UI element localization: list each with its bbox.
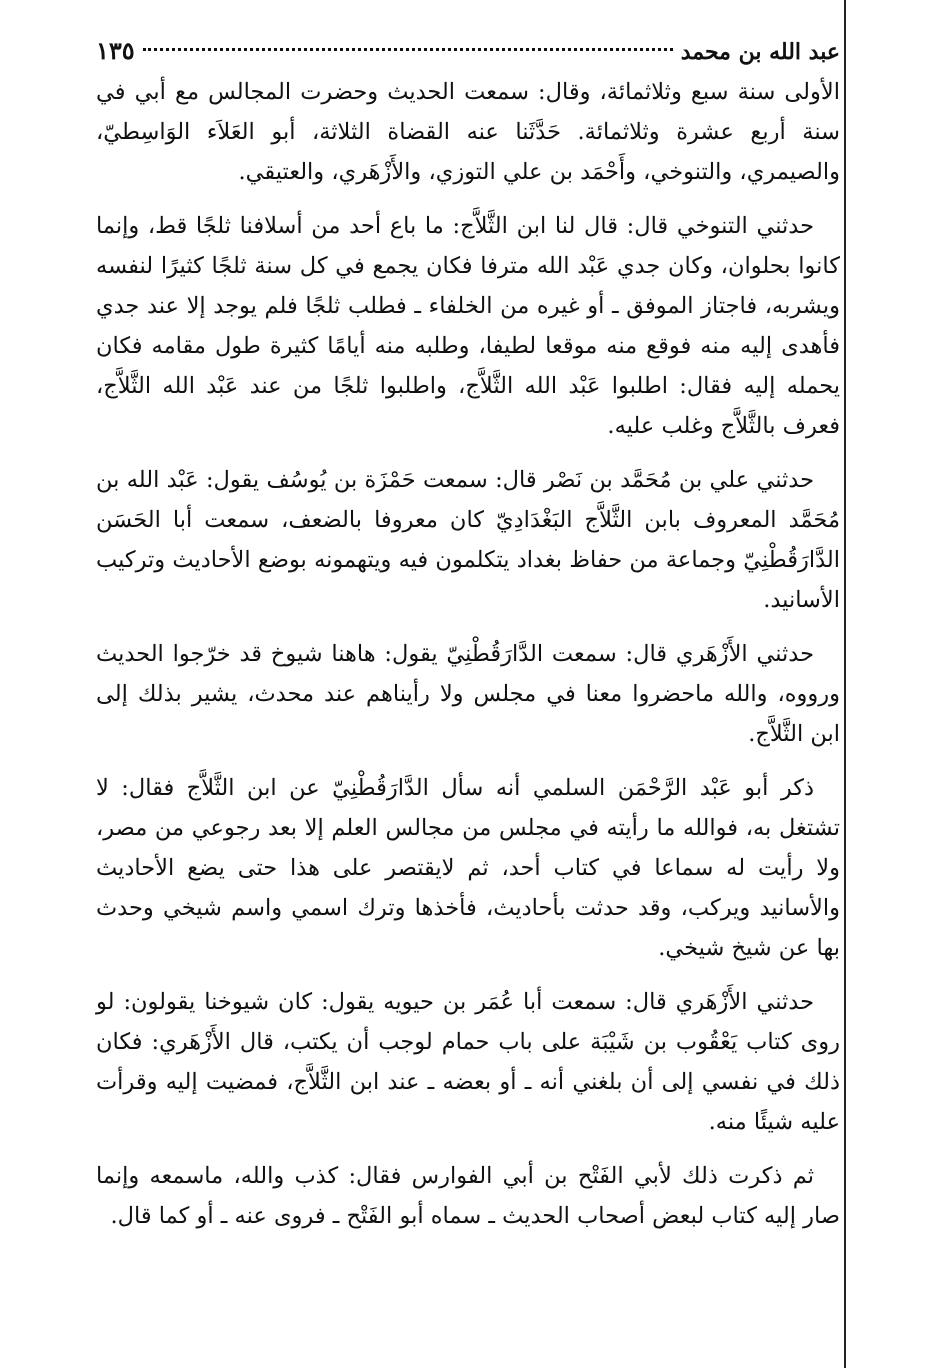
paragraph-6: حدثني الأَزْهَري قال: سمعت أبا عُمَر بن حيويه يقول: كان شيوخنا يقولون: لو روى كتاب يَعْقُوب بن شَيْبَة على باب حمام لوجب أن يكتب، قال الأَزْهَري: فكان ذلك في نفسي إلى أن بلغني أنه ـ أو بعضه ـ عند ابن الثَّلاَّج، فمضيت إليه وقرأت عليه شيئًا منه.	[96, 989, 840, 1135]
paragraph-3: حدثني علي بن مُحَمَّد بن نَصْر قال: سمعت حَمْزَة بن يُوسُف يقول: عَبْد الله بن مُحَمَّد المعروف بابن الثَّلاَّج البَغْدَادِيّ كان معروفا بالضعف، سمعت أبا الحَسَن الدَّارَقُطْنِيّ وجماعة من حفاظ بغداد يتكلمون فيه ويتهمونه بوضع الأحاديث وتركيب الأسانيد.	[96, 467, 840, 613]
header-title: عبد الله بن محمد	[680, 39, 840, 65]
page-edge-line	[844, 0, 846, 1368]
header-leader-dots	[143, 48, 673, 51]
running-header	[96, 30, 840, 72]
paragraph-7: ثم ذكرت ذلك لأبي الفَتْح بن أبي الفوارس فقال: كذب والله، ماسمعه وإنما صار إليه كتاب لبعض أصحاب الحديث ـ سماه أبو الفَتْح ـ فروى عنه ـ أو كما قال.	[96, 1163, 840, 1229]
paragraph-4: حدثني الأَزْهَري قال: سمعت الدَّارَقُطْنِيّ يقول: هاهنا شيوخ قد خرّجوا الحديث ورووه، والله ماحضروا معنا في مجلس ولا رأيناهم عند محدث، يشير بذلك إلى ابن الثَّلاَّج.	[96, 641, 840, 747]
page-number: ١٣٥	[96, 36, 135, 65]
paragraph-1: الأولى سنة سبع وثلاثمائة، وقال: سمعت الحديث وحضرت المجالس مع أبي في سنة أربع عشرة وثلاثمائة. حَدَّثَنا عنه القضاة الثلاثة، أبو العَلاَء الوَاسِطيّ، والصيمري، والتنوخي، وأَحْمَد بن علي التوزي، والأَزْهَري، والعتيقي.	[96, 79, 840, 185]
paragraph-2: حدثني التنوخي قال: قال لنا ابن الثَّلاَّج: ما باع أحد من أسلافنا ثلجًا قط، وإنما كانوا بحلوان، وكان جدي عَبْد الله مترفا فكان يجمع في كل سنة ثلجًا كثيرًا لنفسه ويشربه، فاجتاز الموفق ـ أو غيره من الخلفاء ـ فطلب ثلجًا فلم يوجد إلا عند جدي فأهدى إليه منه فوقع منه موقعا لطيفا، وطلبه منه أيامًا كثيرة طول مقامه فكان يحمله إليه فقال: اطلبوا عَبْد الله الثَّلاَّج، واطلبوا ثلجًا من عند عَبْد الله الثَّلاَّج، فعرف بالثَّلاَّج وغلب عليه.	[96, 213, 840, 439]
document-page	[96, 30, 840, 1236]
paragraph-5: ذكر أبو عَبْد الرَّحْمَن السلمي أنه سأل الدَّارَقُطْنِيّ عن ابن الثَّلاَّج فقال: لا تشتغل به، فوالله ما رأيته في مجلس من مجالس العلم إلا بعد رجوعي من مصر، ولا رأيت له سماعا في كتاب أحد، ثم لايقتصر على هذا حتى يضع الأحاديث والأسانيد ويركب، وقد حدثت بأحاديث، فأخذها وترك اسمي واسم شيخي وحدث بها عن شيخ شيخي.	[96, 775, 840, 961]
